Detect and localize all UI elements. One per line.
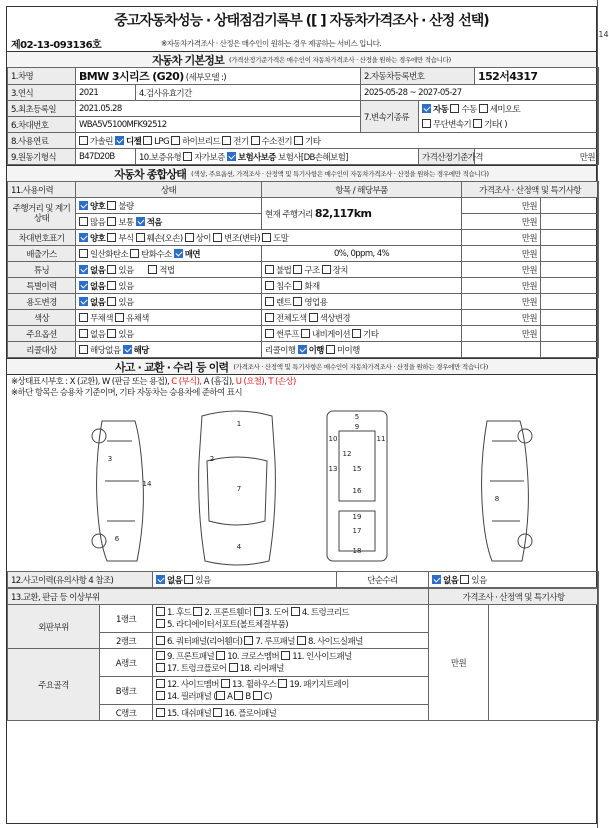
rankB-label: B랭크 — [100, 677, 153, 705]
front-panel-checkbox[interactable] — [156, 651, 165, 660]
current-mileage: 82,117km — [314, 207, 372, 220]
special-none-checkbox[interactable] — [79, 281, 88, 290]
pillar-c-checkbox[interactable] — [253, 691, 262, 700]
fuel-diesel-checkbox[interactable] — [115, 136, 124, 145]
hood-checkbox[interactable] — [156, 607, 165, 616]
use-none-checkbox[interactable] — [79, 297, 88, 306]
chromatic-checkbox[interactable] — [115, 313, 124, 322]
trunk-lid-checkbox[interactable] — [291, 607, 300, 616]
roof-panel-checkbox[interactable] — [244, 636, 253, 645]
color-change-checkbox[interactable] — [309, 313, 318, 322]
fuel-gasoline-checkbox[interactable] — [79, 136, 88, 145]
side-member-checkbox[interactable] — [156, 679, 165, 688]
label-reg-number: 2.자동차등록번호 — [361, 68, 475, 85]
achromatic-checkbox[interactable] — [79, 313, 88, 322]
transmission-semi-checkbox[interactable] — [479, 104, 488, 113]
rank2-label: 2랭크 — [100, 633, 153, 649]
vin-mismatch-checkbox[interactable] — [185, 233, 194, 242]
col-history: 11.사용이력 — [8, 182, 76, 198]
diagram-number: 16 — [352, 487, 362, 495]
transmission-other-checkbox[interactable] — [473, 119, 482, 128]
tuning-yes-checkbox[interactable] — [107, 265, 116, 274]
label-use-change: 용도변경 — [8, 294, 76, 310]
wheel-house-checkbox[interactable] — [221, 679, 230, 688]
accident-none-checkbox[interactable] — [156, 575, 165, 584]
transmission-cvt-checkbox[interactable] — [422, 119, 431, 128]
engine-type: B47D20B — [76, 149, 136, 165]
label-vin-mark: 차대번호표기 — [8, 230, 76, 246]
rankA-label: A랭크 — [100, 649, 153, 677]
label-accident-history: 12.사고이력(유의사항 4 참조) — [8, 572, 153, 588]
dash-panel-checkbox[interactable] — [156, 708, 165, 717]
inspection-sheet — [6, 6, 597, 824]
radiator-support-checkbox[interactable] — [156, 619, 165, 628]
label-fuel: 8.사용연료 — [8, 133, 76, 149]
gauge-bad-checkbox[interactable] — [107, 201, 116, 210]
label-first-reg: 5.최초등록일 — [8, 101, 76, 117]
inspection-period: 2025-05-28 ~ 2027-05-27 — [361, 85, 599, 101]
diagram-number: 9 — [354, 423, 360, 431]
side-sill-checkbox[interactable] — [297, 636, 306, 645]
diagram-number: 5 — [354, 413, 360, 421]
car-diagram-svg — [7, 401, 598, 571]
accident-history-header: 사고 · 교환 · 수리 등 이력 (가격조사 · 산정액 및 특기사항은 매수인이 자동차가격조사 · 산정을 원하는 경우에만 적습니다) — [7, 358, 596, 374]
co-checkbox[interactable] — [79, 249, 88, 258]
doc-subheader — [7, 35, 596, 51]
transmission-manual-checkbox[interactable] — [450, 104, 459, 113]
overall-status-table: 11.사용이력 상태 항목 / 해당부품 가격조사 · 산정액 및 특기사항 주행거리 및 계기상태 양호 불량 현재 주행거리 82,117km 만원 많음 보통 적음 만원 차대번호표기 양호 부식 훼손(오손) 상이 변조(변타) 도말 만원 배출가스 일산화탄소 탄화수소 매연 0%, 0ppm, 4% 만원 튜닝 없음 있음 적법 불법 구조 장치 만원 특별이력 없음 있음 침수 화재 만원 용도변경 없음 있음 렌트 영업용 만원 색상 무채색 유채색 전체도색 색상변경 만원 주요옵션 없음 있음 썬루프 내비게이션 기타 만원 리콜대상 해당없음 해당 리콜이행 이행 미이행 — [7, 181, 599, 358]
accident-yes-checkbox[interactable] — [184, 575, 193, 584]
flood-checkbox[interactable] — [265, 281, 274, 290]
diagram-number: 12 — [342, 450, 352, 458]
special-yes-checkbox[interactable] — [107, 281, 116, 290]
diagram-number: 8 — [494, 495, 500, 503]
diagram-number: 18 — [352, 547, 362, 555]
basic-info-header: 자동차 기본정보 (가격산정기준가격은 매수인이 자동차가격조사 · 산정을 원하는 경우에만 적습니다) — [7, 51, 596, 67]
label-special-history: 특별이력 — [8, 278, 76, 294]
smoke-checkbox[interactable] — [174, 249, 183, 258]
package-tray-checkbox[interactable] — [278, 679, 287, 688]
trunk-floor-checkbox[interactable] — [156, 663, 165, 672]
col-price: 가격조사 · 산정액 및 특기사항 — [462, 182, 599, 198]
vin-damage-checkbox[interactable] — [136, 233, 145, 242]
vin-smear-checkbox[interactable] — [262, 233, 271, 242]
option-yes-checkbox[interactable] — [107, 329, 116, 338]
navigation-checkbox[interactable] — [301, 329, 310, 338]
label-major-frame: 주요골격 — [8, 649, 100, 721]
label-inspection-period: 4.검사유효기간 — [136, 85, 361, 101]
inside-panel-checkbox[interactable] — [281, 651, 290, 660]
fuel-other-checkbox[interactable] — [294, 136, 303, 145]
floor-panel-checkbox[interactable] — [213, 708, 222, 717]
diagram-number: 3 — [107, 455, 113, 463]
page-side-mark: 14 — [597, 0, 609, 828]
diagram-number: 14 — [142, 480, 152, 488]
gauge-good-checkbox[interactable] — [79, 201, 88, 210]
diagram-number: 17 — [352, 527, 362, 535]
service-note: ※자동차가격조사 · 산정은 매수인이 원하는 경우 제공하는 서비스 입니다. — [161, 38, 382, 48]
mileage-high-checkbox[interactable] — [79, 217, 88, 226]
rear-panel-checkbox[interactable] — [229, 663, 238, 672]
label-transmission: 7.변속기종류 — [361, 101, 419, 133]
status-legend: ※상태표시부호 : X (교환), W (판금 또는 용접), C (부식), A (흠집), U (요철), T (손상) ※하단 항목은 승용차 기준이며, 기타 자동차는 승용차에 준하여 표시 — [7, 374, 596, 401]
diagram-number: 13 — [328, 465, 338, 473]
recall-done-checkbox[interactable] — [298, 345, 307, 354]
warranty-self-checkbox[interactable] — [183, 152, 192, 161]
reg-number: 152서4317 — [475, 68, 599, 85]
car-name: BMW 3시리즈 (G20) — [79, 70, 184, 83]
quarter-panel-checkbox[interactable] — [156, 636, 165, 645]
vin-corrosion-checkbox[interactable] — [107, 233, 116, 242]
label-vin: 6.차대번호 — [8, 117, 76, 133]
label-car-name: 1.차명 — [8, 68, 76, 85]
model-detail: (세부모델 :) — [185, 73, 227, 83]
diagram-number: 4 — [236, 543, 242, 551]
pillar-b-checkbox[interactable] — [234, 691, 243, 700]
tuning-structure-checkbox[interactable] — [293, 265, 302, 274]
vin-good-checkbox[interactable] — [79, 233, 88, 242]
diagram-number: 1 — [236, 420, 242, 428]
use-yes-checkbox[interactable] — [107, 297, 116, 306]
option-other-checkbox[interactable] — [352, 329, 361, 338]
label-exchange-parts: 13.교환, 판금 등 이상부위 — [8, 589, 429, 605]
tuning-none-checkbox[interactable] — [79, 265, 88, 274]
label-options: 주요옵션 — [8, 326, 76, 342]
diagram-number: 2 — [209, 455, 215, 463]
label-exhaust: 배출가스 — [8, 246, 76, 262]
label-outer-panel: 외판부위 — [8, 605, 100, 649]
base-price-unit: 만원 — [475, 149, 599, 165]
tuning-legal-checkbox[interactable] — [148, 265, 157, 274]
hc-checkbox[interactable] — [130, 249, 139, 258]
exchange-price-unit: 만원 — [429, 605, 489, 721]
option-none-checkbox[interactable] — [79, 329, 88, 338]
label-tuning: 튜닝 — [8, 262, 76, 278]
recall-notdone-checkbox[interactable] — [326, 345, 335, 354]
mileage-normal-checkbox[interactable] — [107, 217, 116, 226]
full-paint-checkbox[interactable] — [265, 313, 274, 322]
model-year: 2021 — [76, 85, 136, 101]
transmission-auto-checkbox[interactable] — [422, 104, 431, 113]
col-status: 상태 — [76, 182, 262, 198]
label-year: 3.연식 — [8, 85, 76, 101]
label-engine: 9.원동기형식 — [8, 149, 76, 165]
insurer-name: 보험사[DB손해보험] — [278, 152, 348, 163]
diagram-number: 7 — [236, 485, 242, 493]
label-color: 색상 — [8, 310, 76, 326]
label-simple-repair: 단순수리 — [337, 572, 429, 588]
document-number: 제02-13-093136호 — [11, 39, 102, 51]
diagram-number: 19 — [352, 513, 362, 521]
rent-checkbox[interactable] — [265, 297, 274, 306]
pillar-a-checkbox[interactable] — [216, 691, 225, 700]
col-item: 항목 / 해당부품 — [262, 182, 462, 198]
pillar-panel-checkbox[interactable] — [156, 691, 165, 700]
fuel-hybrid-checkbox[interactable] — [171, 136, 180, 145]
recall-applicable-checkbox[interactable] — [123, 345, 132, 354]
diagram-number: 11 — [376, 435, 386, 443]
simple-repair-none-checkbox[interactable] — [432, 575, 441, 584]
sunroof-checkbox[interactable] — [265, 329, 274, 338]
tuning-illegal-checkbox[interactable] — [265, 265, 274, 274]
diagram-number: 10 — [328, 435, 338, 443]
label-exchange-price: 가격조사 · 산정액 및 특기사항 — [429, 589, 599, 605]
cross-member-checkbox[interactable] — [216, 651, 225, 660]
fuel-electric-checkbox[interactable] — [222, 136, 231, 145]
mileage-low-checkbox[interactable] — [136, 217, 145, 226]
exchange-table: 13.교환, 판금 등 이상부위 가격조사 · 산정액 및 특기사항 외판부위 1랭크 1. 후드 2. 프론트휀더 3. 도어 4. 트렁크리드 5. 라디에이터서포트(볼트체결부품) 만원 2랭크 6. 쿼터패널(리어휀더) 7. 루프패널 8. 사이드실패널 주요골격 A랭크 9. 프론트패널 10. 크로스멤버 11. 인사이드패널 17. 트렁크플로어 18. 리어패널 B랭크 12. 사이드멤버 13. 휠하우스 19. 패키지트레이 14. 필러패널 ( A B C) C랭크 15. 대쉬패널 16. 플로어패널 — [7, 588, 599, 721]
simple-repair-yes-checkbox[interactable] — [460, 575, 469, 584]
document-title: 중고자동차성능 · 상태점검기록부 ([ ] 자동차가격조사 · 산정 선택) — [114, 13, 489, 29]
car-diagram — [7, 401, 596, 571]
tuning-device-checkbox[interactable] — [322, 265, 331, 274]
exhaust-values: 0%, 0ppm, 4% — [262, 246, 462, 262]
diagram-number: 15 — [352, 465, 362, 473]
fire-checkbox[interactable] — [293, 281, 302, 290]
commercial-checkbox[interactable] — [293, 297, 302, 306]
basic-info-table: 1.차명 BMW 3시리즈 (G20) (세부모델 :) 2.자동차등록번호 152서4317 3.연식 2021 4.검사유효기간 2025-05-28 ~ 2027-05-27 5.최초등록일 2021.05.28 7.변속기종류 자동 수동 세미오토 6.차대번호 WBA5V5100MFK92512 무단변속기 기타( ) 8.사용연료 가솔린 디젤 LPG 하이브리드 전기 수소전기 기타 9.원동기형식 B47D20B 10.보증유형 자가보증 보험사보증 보험사[DB손해보험] 가격산정기준가격 만원 — [7, 67, 599, 165]
front-fender-checkbox[interactable] — [193, 607, 202, 616]
diagram-number: 6 — [114, 535, 120, 543]
label-base-price: 가격산정기준가격 — [419, 149, 475, 165]
rankC-label: C랭크 — [100, 705, 153, 721]
label-mileage: 주행거리 및 계기상태 — [8, 198, 76, 230]
fuel-lpg-checkbox[interactable] — [143, 136, 152, 145]
vin-altered-checkbox[interactable] — [213, 233, 222, 242]
door-checkbox[interactable] — [254, 607, 263, 616]
fuel-hydrogen-checkbox[interactable] — [251, 136, 260, 145]
recall-na-checkbox[interactable] — [79, 345, 88, 354]
warranty-insurer-checkbox[interactable] — [227, 152, 236, 161]
first-reg-date: 2021.05.28 — [76, 101, 361, 117]
rank1-label: 1랭크 — [100, 605, 153, 633]
label-recall: 리콜대상 — [8, 342, 76, 358]
accident-table: 12.사고이력(유의사항 4 참조) 없음 있음 단순수리 없음 있음 — [7, 571, 599, 588]
overall-status-header: 자동차 종합상태 (색상, 주요옵션, 가격조사 · 산정액 및 특기사항은 매수인이 자동차가격조사 · 산정을 원하는 경우에만 적습니다) — [7, 165, 596, 181]
vin: WBA5V5100MFK92512 — [76, 117, 361, 133]
